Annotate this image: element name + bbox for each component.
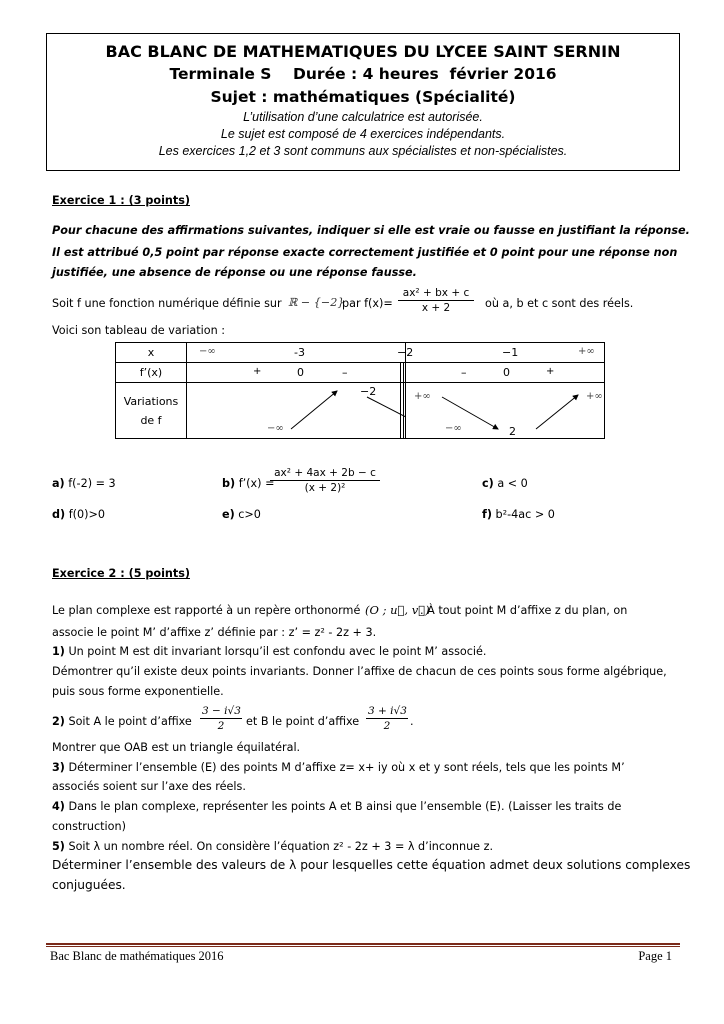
exam-title: BAC BLANC DE MATHEMATIQUES DU LYCEE SAINT SERNIN	[105, 42, 621, 61]
table-row-x-label: x	[116, 343, 187, 363]
x-value-minus2: −2	[397, 346, 414, 359]
ex2-q3b: associés soient sur l’axe des réels.	[52, 780, 246, 793]
table-variations-right	[406, 383, 605, 439]
sign-plus-1: +	[253, 366, 262, 377]
var-minus-infinity-2: −∞	[445, 423, 462, 434]
ex2-q1b: Démontrer qu’il existe deux points invariants. Donner l’affixe de chacun de ces points sous forme algébrique,	[52, 665, 667, 678]
exam-class-duration: Terminale S Durée : 4 heures février 2016	[169, 65, 557, 83]
ex2-q5c: conjuguées.	[52, 878, 126, 892]
note-calculator: L’utilisation d’une calculatrice est autorisée.	[243, 110, 483, 124]
ex2-q2: 2) Soit A le point d’affixe	[52, 715, 192, 728]
ex2-q2c: .	[410, 715, 414, 728]
table-x-cell-left	[187, 343, 414, 363]
table-fprime-left	[187, 363, 406, 383]
footer-rule-thin	[46, 946, 680, 947]
note-exercises: Le sujet est composé de 4 exercices indépendants.	[220, 127, 506, 141]
page-number: Page 1	[638, 949, 672, 963]
header-box	[46, 33, 680, 171]
footer-rule	[46, 943, 680, 945]
item-b-denominator: (x + 2)²	[304, 482, 346, 494]
item-f: f) b²-4ac > 0	[482, 508, 555, 521]
arrow-decreasing-2	[442, 397, 498, 429]
exam-subject: Sujet : mathématiques (Spécialité)	[210, 88, 516, 106]
var-arrows-right	[406, 383, 604, 439]
double-bar-fprime	[400, 363, 404, 383]
table-variations-left	[187, 383, 462, 439]
x-value-minus3: -3	[294, 346, 305, 359]
item-b-fraction	[270, 467, 380, 495]
ex2-heading: Exercice 2 : (5 points)	[52, 567, 190, 580]
ex2-p1b: . À tout point M d’affixe z du plan, on	[420, 604, 628, 617]
var-plus-infinity-1: +∞	[414, 391, 431, 402]
variations-label-1: Variations	[123, 394, 179, 408]
item-b-numerator: ax² + 4ax + 2b − c	[270, 467, 380, 481]
ex1-heading: Exercice 1 : (3 points)	[52, 194, 190, 207]
ex1-def-part2: par f(x)=	[342, 297, 393, 310]
ex2-p2: associe le point M’ d’affixe z’ définie par : z’ = z² - 2z + 3.	[52, 626, 377, 639]
arrow-increasing-1	[291, 391, 337, 429]
ex1-f-fraction	[398, 287, 474, 315]
sign-minus-1: –	[342, 366, 348, 379]
ex2-q2b: et B le point d’affixe	[246, 715, 360, 728]
note-common: Les exercices 1,2 et 3 sont communs aux spécialistes et non-spécialistes.	[158, 144, 568, 158]
table-x-cell-right	[406, 343, 605, 363]
var-local-max: −2	[360, 385, 377, 398]
item-e: e) c>0	[222, 508, 261, 521]
zA-numerator: 3 − i√3	[202, 705, 241, 717]
table-row-fprime-label: f’(x)	[116, 363, 187, 383]
ex2-q4b: construction)	[52, 820, 126, 833]
ex2-p1a: Le plan complexe est rapporté à un repère orthonormé	[52, 604, 361, 617]
table-row-variations-label	[116, 383, 187, 439]
sign-plus-2: +	[546, 366, 555, 377]
x-value-minus1: −1	[502, 346, 519, 359]
ex2-q4: 4) Dans le plan complexe, représenter les points A et B ainsi que l’ensemble (E). (Laisser les traits de	[52, 800, 622, 813]
table-fprime-right	[406, 363, 605, 383]
ex1-domain: ℝ − {−2}	[288, 296, 345, 309]
footer-title: Bac Blanc de mathématiques 2016	[50, 949, 224, 963]
ex1-table-intro: Voici son tableau de variation :	[52, 324, 226, 337]
item-d: d) f(0)>0	[52, 508, 105, 521]
var-arrows-left	[187, 383, 405, 439]
ex2-q1: 1) Un point M est dit invariant lorsqu’il est confondu avec le point M’ associé.	[52, 645, 487, 658]
variations-label-2: de f	[140, 413, 162, 427]
ex1-instruction-3: justifiée, une absence de réponse ou une réponse fausse.	[52, 266, 417, 279]
zB-fraction	[366, 705, 408, 733]
arrow-increasing-2	[536, 395, 578, 429]
ex2-repere: (O ; u⃗, v⃗)	[365, 603, 430, 617]
ex1-instruction-1: Pour chacune des affirmations suivantes, indiquer si elle est vraie ou fausse en justifiant la réponse.	[52, 224, 690, 237]
zA-fraction	[200, 705, 242, 733]
ex1-def-part3: où a, b et c sont des réels.	[485, 297, 634, 310]
double-bar-variations	[400, 383, 404, 439]
zA-denominator: 2	[217, 720, 225, 732]
ex2-q2d: Montrer que OAB est un triangle équilatéral.	[52, 741, 301, 754]
ex1-instruction-2: Il est attribué 0,5 point par réponse exacte correctement justifiée et 0 point pour une réponse non	[52, 246, 678, 259]
ex1-f-denominator: x + 2	[421, 302, 451, 314]
variation-table	[115, 342, 605, 439]
ex1-def-part1: Soit f une fonction numérique définie sur	[52, 297, 282, 310]
sign-zero-2: 0	[503, 366, 510, 379]
ex2-q1c: puis sous forme exponentielle.	[52, 685, 224, 698]
sign-zero-1: 0	[297, 366, 304, 379]
item-a: a) f(-2) = 3	[52, 477, 116, 490]
zB-numerator: 3 + i√3	[368, 705, 407, 717]
ex2-q3: 3) Déterminer l’ensemble (E) des points M d’affixe z= x+ iy où x et y sont réels, tels que les points M’	[52, 761, 625, 774]
item-b: b) f’(x) =	[222, 477, 275, 490]
ex2-q5: 5) Soit λ un nombre réel. On considère l’équation z² - 2z + 3 = λ d’inconnue z.	[52, 840, 494, 853]
var-plus-infinity-2: +∞	[586, 391, 603, 402]
sign-minus-2: –	[461, 366, 467, 379]
item-c: c) a < 0	[482, 477, 528, 490]
var-minus-infinity-1: −∞	[267, 423, 284, 434]
zB-denominator: 2	[383, 720, 391, 732]
ex1-f-numerator: ax² + bx + c	[398, 287, 474, 301]
x-plus-infinity: +∞	[578, 346, 595, 357]
x-minus-infinity: −∞	[199, 346, 216, 357]
ex2-q5b: Déterminer l’ensemble des valeurs de λ pour lesquelles cette équation admet deux solutions complexes	[52, 858, 691, 872]
var-local-min: 2	[509, 425, 516, 438]
